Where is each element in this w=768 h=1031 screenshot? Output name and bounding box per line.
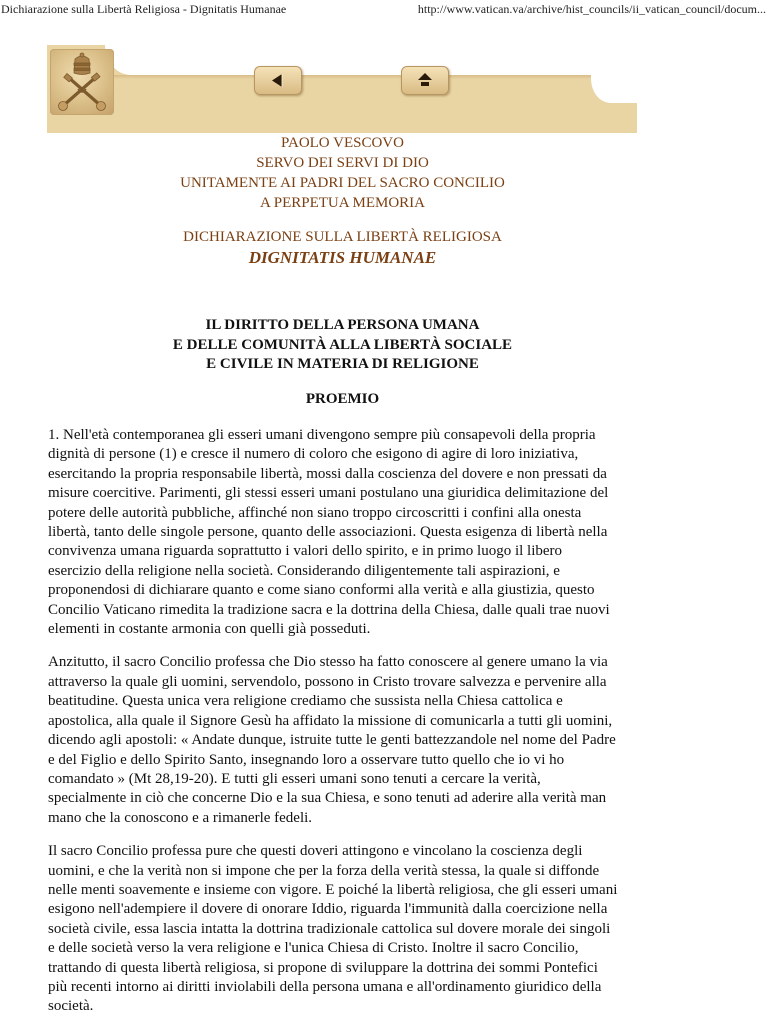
body-text <box>48 426 640 1031</box>
section-title <box>0 316 685 375</box>
banner-right-strip <box>591 45 637 103</box>
paragraph-line: attraverso la quale gli uomini, servendolo, possono in Cristo trovare salvezza e pervenire alla <box>48 673 607 690</box>
paragraph-line: e delle società verso la vera religione e l'unica Chiesa di Cristo. Inoltre il sacro Concilio, <box>48 940 579 957</box>
paragraph-line: apostolica, alla quale il Signore Gesù ha affidato la missione di comunicarla a tutti gli uomini, <box>48 712 613 729</box>
paragraph-line: beatitudine. Questa unica vera religione crediamo che sussista nella Chiesa cattolica e <box>48 693 563 710</box>
paragraph-line: Il sacro Concilio professa pure che questi doveri attingono e vincolano la coscienza degli <box>48 843 583 860</box>
paragraph-line: società civile, essa lascia intatta la dottrina tradizionale cattolica sul dovere morale dei singoli <box>48 920 611 937</box>
arrow-left-icon <box>272 74 282 87</box>
paragraph-line: specialmente in ciò che concerne Dio e la sua Chiesa, e sono tenuti ad aderire alla verità man <box>48 790 607 807</box>
paragraph-line: misure coercitive. Parimenti, gli stessi esseri umani postulano una giuridica delimitazione del <box>48 485 609 502</box>
paragraph-line: Anzitutto, il sacro Concilio professa che Dio stesso ha fatto conoscere al genere umano la via <box>48 654 608 671</box>
paragraph-line: convivenza umana riguarda soprattutto i valori dello spirito, e in primo luogo il libero <box>48 543 563 560</box>
banner-shadow <box>105 75 591 79</box>
paragraph <box>48 842 640 1017</box>
papal-crest-icon[interactable] <box>50 49 114 115</box>
section-title-line: E CIVILE IN MATERIA DI RELIGIONE <box>206 356 479 372</box>
heading-line-paolo-vescovo: PAOLO VESCOVO <box>281 135 404 151</box>
heading-line-servo: SERVO DEI SERVI DI DIO <box>256 155 429 171</box>
section-title-line: E DELLE COMUNITÀ ALLA LIBERTÀ SOCIALE <box>172 336 513 353</box>
paragraph-line: esigono nell'adempiere il dovere di onorare Iddio, riguarda l'immunità dalla coercizione nella <box>48 901 608 918</box>
print-header <box>0 0 768 18</box>
paragraph-line: dicendo agli apostoli: « Andate dunque, istruite tutte le genti battezzandole nel nome del Padre <box>48 732 616 749</box>
top-of-page-button[interactable] <box>401 66 449 95</box>
paragraph <box>48 426 640 639</box>
print-header-title: Dichiarazione sulla Libertà Religiosa - Dignitatis Humanae <box>1 2 287 16</box>
paragraph-line: proponendosi di dichiarare quanto e come siano conformi alla verità e alla giustizia, questo <box>48 582 595 599</box>
paragraph-line: potere delle autorità pubbliche, affinché non siano troppo circoscritti i confini alla onesta <box>48 504 582 521</box>
paragraph-line: 1. Nell'età contemporanea gli esseri umani divengono sempre più consapevoli della propria <box>48 427 596 443</box>
paragraph-line: Concilio Vaticano rimedita la tradizione sacra e la dottrina della Chiesa, dalle quali trae nuovi <box>48 601 610 618</box>
paragraph-line: elementi in costante armonia con quelli già posseduti. <box>48 621 371 638</box>
paragraph <box>48 653 640 828</box>
document-heading <box>0 133 685 269</box>
paragraph-line: uomini, e che la verità non si impone che per la forza della verità stessa, la quale si diffonde <box>48 862 600 879</box>
paragraph-line: esercitando la propria responsabile libertà, mossi dalla coscienza del dovere e non pressati da <box>48 465 607 482</box>
heading-line-padri: UNITAMENTE AI PADRI DEL SACRO CONCILIO <box>180 175 505 191</box>
paragraph-line: nelle menti soavemente e insieme con vigore. E poiché la libertà religiosa, che gli esseri umani <box>48 881 618 898</box>
document-title: DICHIARAZIONE SULLA LIBERTÀ RELIGIOSA <box>183 229 502 245</box>
paragraph-line: libertà, tanto delle singole persone, quanto delle associazioni. Questa esigenza di libertà nella <box>48 524 608 541</box>
paragraph-line: comandato » (Mt 28,19-20). E tutti gli esseri umani sono tenuti a cercare la verità, <box>48 770 541 787</box>
banner-top-strip <box>105 45 637 75</box>
heading-line-memoria: A PERPETUA MEMORIA <box>259 195 426 211</box>
paragraph-line: società. <box>48 998 94 1015</box>
arrow-up-icon <box>418 73 432 86</box>
paragraph-line: dignità di persone (1) e cresce il numero di coloro che esigono di agire di loro iniziativa, <box>48 446 579 463</box>
previous-page-button[interactable] <box>254 66 302 95</box>
section-title-line: IL DIRITTO DELLA PERSONA UMANA <box>205 317 480 333</box>
print-header-url[interactable]: http://www.vatican.va/archive/hist_councils/ii_vatican_council/docum... <box>417 2 766 16</box>
paragraph-line: esercizio della religione nella società. Considerando diligentemente tali aspirazioni, e <box>48 562 560 579</box>
paragraph-line: più recenti intorno ai diritti inviolabili della persona umana e all'ordinamento giuridico della <box>48 978 602 995</box>
paragraph-line: e del Figlio e dello Spirito Santo, insegnando loro a osservare tutto quello che io vi ho <box>48 751 565 768</box>
paragraph-line: mano che la conoscono e a rimanerle fedeli. <box>48 809 313 826</box>
vatican-banner <box>47 45 637 133</box>
proemio-heading: PROEMIO <box>305 391 380 407</box>
paragraph-line: trattando di questa libertà religiosa, si propone di sviluppare la dottrina dei sommi Pontefici <box>48 959 598 976</box>
document-latin-title: DIGNITATIS HUMANAE <box>248 248 437 267</box>
